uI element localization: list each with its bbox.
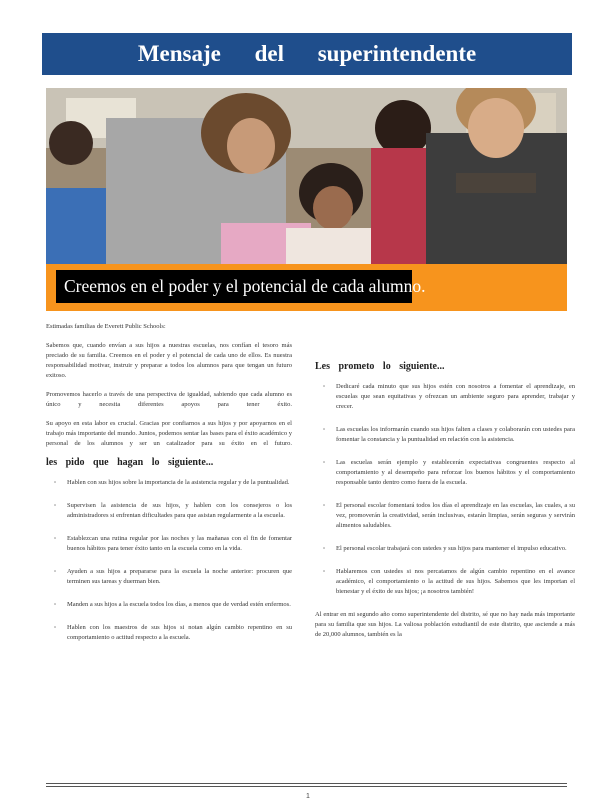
ask-heading: les pido que hagan lo siguiente...	[46, 457, 214, 468]
list-item: ▫ Hablaremos con ustedes si nos percatamos de algún cambio repentino en el avance académico, el comportamiento o la actitud de sus hijos. Sabemos que les importan el bienestar y el éxito de sus hijos; ¡a nosotros también!	[323, 568, 575, 595]
list-item: ▫ Hablen con los maestros de sus hijos si notan algún cambio repentino en su comportamiento o actitud respecto a la escuela.	[54, 624, 292, 641]
footer-divider	[46, 786, 567, 787]
letter-paragraph: Su apoyo en esta labor es crucial. Gracias por confiarnos a sus hijos y por apoyarnos en el trabajo más importante del mundo. Juntos, podemos sentar las bases para el éxito académico y personal de los alumnos y ser un catalizador para su éxito en el futuro.	[46, 420, 292, 447]
bullet-icon: ▫	[323, 427, 326, 433]
letter-paragraph: Sabemos que, cuando envían a sus hijos a nuestras escuelas, nos confían el tesoro más preciado de su familia. Creemos en el poder y el potencial de cada uno de ellos. Es nuestra responsabilidad motivar, instruir y preparar a todos los alumnos para que tengan un futuro exitoso.	[46, 342, 292, 379]
hero-photo	[46, 88, 567, 264]
bullet-icon: ▫	[54, 480, 57, 486]
bullet-icon: ▫	[54, 625, 57, 631]
promise-heading: Les prometo lo siguiente...	[315, 361, 445, 372]
list-item: ▫ El personal escolar fomentará todos los días el aprendizaje en las escuelas, las cuales, a su vez, promoverán la creatividad, serán inclusivas, estarán limpias, serán seguras y servirán alimentos saludables.	[323, 502, 575, 529]
bullet-icon: ▫	[54, 536, 57, 542]
footer-divider	[46, 783, 567, 784]
list-item: ▫ Las escuelas serán ejemplo y establecerán expectativas congruentes respecto al comportamiento y al desempeño para reforzar los buenos hábitos y el comportamiento responsable tanto dentro como fuera de la escuela.	[323, 459, 575, 486]
list-item: ▫ Las escuelas los informarán cuando sus hijos falten a clases y colaborarán con ustedes para fomentar la constancia y la puntualidad en relación con la asistencia.	[323, 426, 575, 443]
letter-left-column	[46, 322, 292, 656]
letter-closing: Al entrar en mi segundo año como superintendente del distrito, sé que no hay nada más importante para su familia que sus hijos. La valiosa población estudiantil de este distrito, que asciende a más de 20,000 alumnos, también es la	[315, 611, 575, 638]
list-item: ▫ Supervisen la asistencia de sus hijos, y hablen con los consejeros o los administradores si enfrentan dificultades para que asistan regularmente a la escuela.	[54, 502, 292, 519]
list-item: ▫ Establezcan una rutina regular por las noches y las mañanas con el fin de fomentar buenos hábitos para tener éxito tanto en la escuela como en la vida.	[54, 535, 292, 552]
letter-paragraph: Promovemos hacerlo a través de una perspectiva de igualdad, sabiendo que cada alumno es único y necesita diferentes apoyos para tener éxito.	[46, 391, 292, 408]
bullet-icon: ▫	[54, 503, 57, 509]
motto-text: Creemos en el poder y el potencial de cada alumno.	[56, 270, 412, 303]
page-title-bar	[42, 33, 572, 75]
list-item: ▫ Ayuden a sus hijos a prepararse para la escuela la noche anterior: procuren que terminen sus tareas y duerman bien.	[54, 568, 292, 585]
ask-list	[46, 478, 292, 643]
letter-greeting: Estimadas familias de Everett Public Schools:	[46, 323, 166, 330]
bullet-icon: ▫	[323, 503, 326, 509]
list-item: ▫ Manden a sus hijos a la escuela todos los días, a menos que de verdad estén enfermos.	[54, 601, 291, 608]
list-item: ▫ El personal escolar trabajará con ustedes y sus hijos para mantener el impulso educativo.	[323, 545, 567, 552]
bullet-icon: ▫	[54, 569, 57, 575]
bullet-icon: ▫	[323, 384, 326, 390]
bullet-icon: ▫	[54, 602, 57, 608]
bullet-icon: ▫	[323, 460, 326, 466]
list-item: ▫ Hablen con sus hijos sobre la importancia de la asistencia regular y de la puntualidad.	[54, 479, 290, 486]
page-title: Mensaje del superintendente	[137, 41, 477, 66]
bullet-icon: ▫	[323, 569, 326, 575]
page-number: 1	[306, 793, 310, 800]
letter-right-column	[315, 322, 575, 649]
promise-list	[315, 382, 575, 597]
list-item: ▫ Dedicaré cada minuto que sus hijos estén con nosotros a fomentar el aprendizaje, en escuelas que sean equitativas y ofrezcan un ambiente seguro para aprender, trabajar y crecer.	[323, 383, 575, 410]
bullet-icon: ▫	[323, 546, 326, 552]
